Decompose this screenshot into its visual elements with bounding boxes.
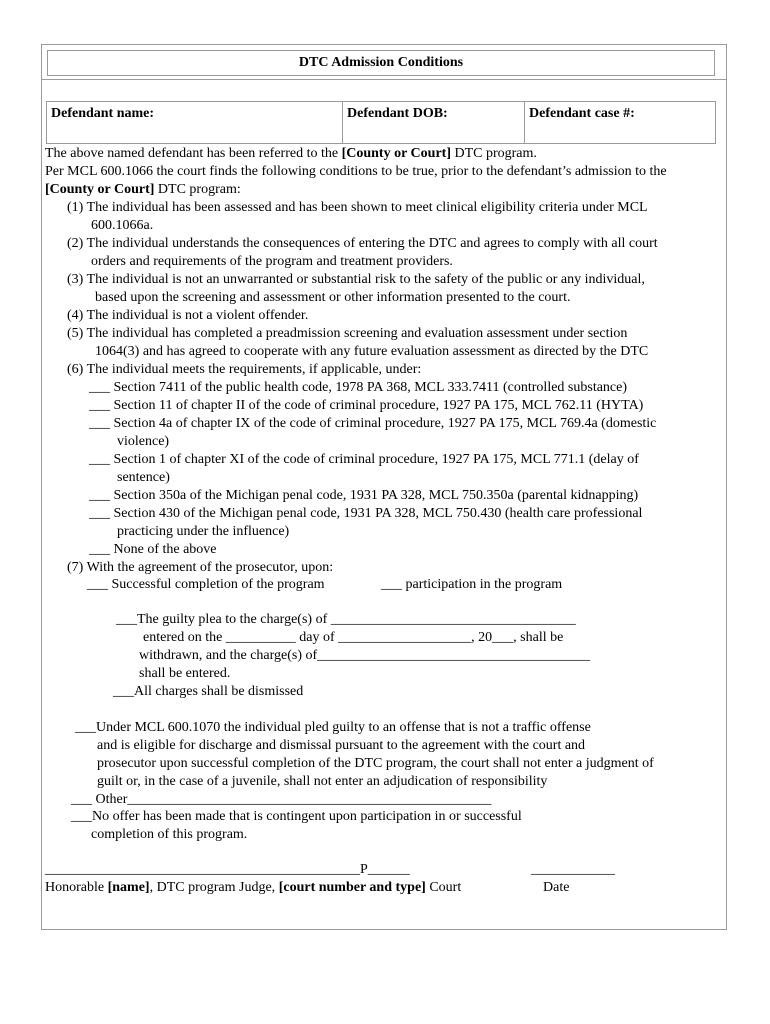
requirement-domestic-violence-cont: violence) — [117, 434, 170, 449]
requirement-none[interactable]: ___ None of the above — [89, 542, 217, 557]
condition-2: (2) The individual understands the consequences of entering the DTC and agrees to comply with all court — [67, 236, 658, 251]
requirement-controlled-substance[interactable]: ___ Section 7411 of the public health code, 1978 PA 368, MCL 333.7411 (controlled substance) — [89, 380, 628, 395]
condition-5: (5) The individual has completed a preadmission screening and evaluation assessment under section — [67, 326, 628, 341]
intro-text: DTC program. — [450, 146, 537, 161]
option-successful-completion[interactable]: ___ Successful completion of the program — [87, 577, 325, 592]
judge-signature-line[interactable]: _____________________________________________P______ — [45, 862, 410, 877]
mcl1070-line-2: and is eligible for discharge and dismissal pursuant to the agreement with the court and — [97, 738, 586, 753]
defendant-info-table — [46, 101, 716, 144]
guilty-plea-line-1[interactable]: ___The guilty plea to the charge(s) of ___________________________________ — [116, 612, 576, 627]
condition-1: (1) The individual has been assessed and has been shown to meet clinical eligibility criteria under MCL — [67, 200, 648, 215]
option-participation[interactable]: ___ participation in the program — [381, 577, 563, 592]
requirement-hyta[interactable]: ___ Section 11 of chapter II of the code of criminal procedure, 1927 PA 175, MCL 762.11 (HYTA) — [89, 398, 644, 413]
requirement-delay-of-sentence[interactable]: ___ Section 1 of chapter XI of the code of criminal procedure, 1927 PA 175, MCL 771.1 (delay of — [89, 452, 639, 467]
judge-name-placeholder: [name] — [107, 880, 150, 895]
condition-6: (6) The individual meets the requirements, if applicable, under: — [67, 362, 422, 377]
condition-7: (7) With the agreement of the prosecutor, upon: — [67, 560, 334, 575]
defendant-name-field[interactable]: Defendant name: — [51, 106, 155, 121]
title-divider — [42, 79, 726, 80]
form-title: DTC Admission Conditions — [47, 50, 715, 76]
intro-line-3 — [45, 181, 241, 199]
mcl1070-line-3: prosecutor upon successful completion of the DTC program, the court shall not enter a judgment of — [97, 756, 654, 771]
guilty-plea-line-2[interactable]: entered on the __________ day of ___________________, 20___, shall be — [143, 630, 564, 645]
intro-line-1 — [45, 145, 537, 163]
guilty-plea-line-3[interactable]: withdrawn, and the charge(s) of_______________________________________ — [139, 648, 591, 663]
condition-5-cont: 1064(3) and has agreed to cooperate with any future evaluation assessment as directed by the DTC — [95, 344, 649, 359]
option-other[interactable]: ___ Other____________________________________________________ — [71, 792, 492, 807]
intro-text: The above named defendant has been referred to the — [45, 146, 342, 161]
option-no-offer-cont: completion of this program. — [91, 827, 248, 842]
court-placeholder: [court number and type] — [278, 880, 426, 895]
condition-3-cont: based upon the screening and assessment or other information presented to the court. — [95, 290, 571, 305]
mcl1070-line-1[interactable]: ___Under MCL 600.1070 the individual pled guilty to an offense that is not a traffic offense — [75, 720, 591, 735]
requirement-delay-of-sentence-cont: sentence) — [117, 470, 170, 485]
signature-text: Court — [425, 880, 462, 895]
requirement-parental-kidnapping[interactable]: ___ Section 350a of the Michigan penal code, 1931 PA 328, MCL 750.350a (parental kidnapping) — [89, 488, 639, 503]
condition-2-cont: orders and requirements of the program and treatment providers. — [91, 254, 453, 269]
requirement-health-care-professional[interactable]: ___ Section 430 of the Michigan penal code, 1931 PA 328, MCL 750.430 (health care professional — [89, 506, 643, 521]
intro-line-2: Per MCL 600.1066 the court finds the following conditions to be true, prior to the defendant’s admission to the — [45, 164, 667, 179]
defendant-case-field[interactable]: Defendant case #: — [524, 102, 715, 143]
condition-4: (4) The individual is not a violent offender. — [67, 308, 309, 323]
condition-1-cont: 600.1066a. — [91, 218, 154, 233]
condition-3: (3) The individual is not an unwarranted or substantial risk to the safety of the public or any individual, — [67, 272, 645, 287]
mcl1070-line-4: guilt or, in the case of a juvenile, shall not enter an adjudication of responsibility — [97, 774, 548, 789]
signature-text: , DTC program Judge, — [149, 880, 279, 895]
signature-text: Honorable — [45, 880, 108, 895]
judge-signature-label — [45, 879, 461, 897]
option-no-offer[interactable]: ___No offer has been made that is contingent upon participation in or successful — [71, 809, 522, 824]
county-court-placeholder: [County or Court] — [45, 182, 155, 197]
intro-text: DTC program: — [154, 182, 241, 197]
option-charges-dismissed[interactable]: ___All charges shall be dismissed — [113, 684, 304, 699]
date-signature-line[interactable]: ____________ — [531, 862, 615, 877]
guilty-plea-line-4: shall be entered. — [139, 666, 231, 681]
defendant-dob-field[interactable]: Defendant DOB: — [342, 102, 524, 143]
date-label: Date — [543, 880, 570, 895]
requirement-domestic-violence[interactable]: ___ Section 4a of chapter IX of the code of criminal procedure, 1927 PA 175, MCL 769.4a (domestic — [89, 416, 657, 431]
requirement-health-care-professional-cont: practicing under the influence) — [117, 524, 290, 539]
county-court-placeholder: [County or Court] — [341, 146, 451, 161]
